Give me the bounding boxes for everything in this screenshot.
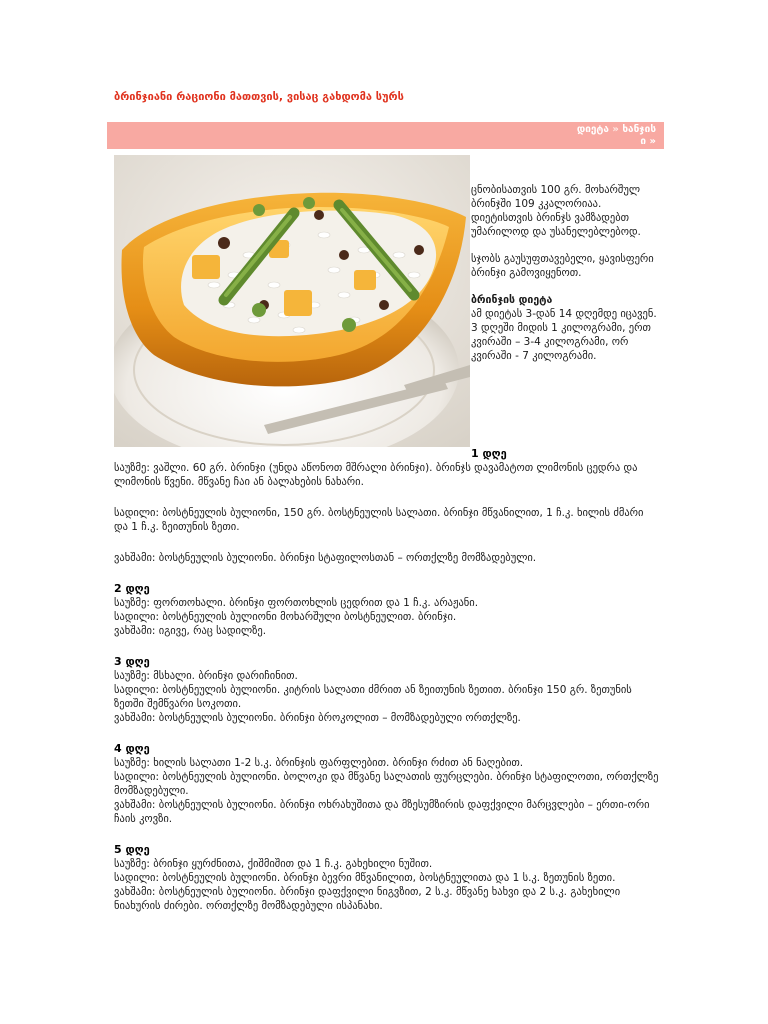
diet-days bbox=[114, 447, 659, 930]
brown-rice-note: სჯობს გაუსუფთავებელი, ყავისფერი ბრინჯი გამოვიყენოთ. bbox=[471, 253, 654, 279]
breadcrumb-bar bbox=[107, 122, 664, 149]
diet-duration-note: ამ დიეტას 3-დან 14 დღემდე იცავენ. 3 დღეში მიდის 1 კილოგრამი, ერთ კვირაში – 3-4 კილოგრამი, ორ კვირაში - 7 კილოგრამი. bbox=[471, 308, 657, 362]
lunch-text: სადილი: ბოსტნეულის ბულიონი. ბოლოკი და მწვანე სალათის ფურცლები. ბრინჯი სტაფილოთი, ორთქლზე მომზადებული. bbox=[114, 771, 659, 797]
breadcrumb bbox=[546, 124, 656, 148]
stuffed-papaya-photo bbox=[114, 155, 470, 447]
breadcrumb-link-diet[interactable]: დიეტა bbox=[576, 124, 609, 135]
page-title: ბრინჯიანი რაციონი მათთვის, ვისაც გახდომა სურს bbox=[114, 90, 404, 103]
breakfast-text: საუზმე: მსხალი. ბრინჯი დარიჩინით. bbox=[114, 670, 298, 682]
papaya-rice-image bbox=[114, 155, 470, 447]
dinner-text: ვახშამი: იგივე, რაც სადილზე. bbox=[114, 625, 267, 637]
day-title: 5 დღე bbox=[114, 843, 150, 856]
breakfast-text: საუზმე: ბრინჯი ყურძნითა, ქიშმიშით და 1 ჩ.კ. გახეხილი ნუშით. bbox=[114, 858, 433, 870]
dinner-text: ვახშამი: ბოსტნეულის ბულიონი. ბრინჯი დაფქვილი ნიგვზით, 2 ს.კ. მწვანე ხახვი და 2 ს.კ. გახეხილი ნიახურის ძირები. ორთქლზე მომზადებული ისპანახი. bbox=[114, 886, 621, 912]
intro-section bbox=[471, 183, 661, 376]
breakfast-text: საუზმე: ვაშლი. 60 გრ. ბრინჯი (უნდა აწონოთ მშრალი ბრინჯი). ბრინჯს დავამატოთ ლიმონის ცედრა და ლიმონის წვენი. მწვანე ჩაი ან ბალახების ნახარი. bbox=[114, 462, 638, 488]
day-5 bbox=[114, 843, 659, 913]
day-2 bbox=[114, 582, 659, 638]
breakfast-text: საუზმე: ხილის სალათი 1-2 ს.კ. ბრინჯის ფარფლებით. ბრინჯი რძით ან ნაღებით. bbox=[114, 757, 524, 769]
day-4 bbox=[114, 742, 659, 826]
day-1 bbox=[114, 447, 659, 565]
diet-heading: ბრინჯის დიეტა bbox=[471, 294, 553, 306]
breadcrumb-separator: » bbox=[612, 124, 619, 135]
lunch-text: სადილი: ბოსტნეულის ბულიონი. ბრინჯი ბევრი მწვანილით, ბოსტნეულითა და 1 ს.კ. ზეთუნის ზეთი. bbox=[114, 872, 616, 884]
lunch-text: სადილი: ბოსტნეულის ბულიონი, 150 გრ. ბოსტნეულის სალათი. ბრინჯი მწვანილით, 1 ჩ.კ. ხილის ძმარი და 1 ჩ.კ. ზეითუნის ზეთი. bbox=[114, 507, 644, 533]
lunch-text: სადილი: ბოსტნეულის ბულიონი. კიტრის სალათი ძმრით ან ზეითუნის ზეთით. ბრინჯი 150 გრ. ზეთუნის ზეთში შემწვარი სოკოთი. bbox=[114, 684, 632, 710]
calorie-note: ცნობისათვის 100 გრ. მოხარშულ ბრინჯში 109 კკალორიაა. დიეტისთვის ბრინჯს ვამზადებთ უმარილოდ და უსანელებლებოდ. bbox=[471, 184, 641, 238]
dinner-text: ვახშამი: ბოსტნეულის ბულიონი. ბრინჯი სტაფილოსთან – ორთქლზე მომზადებული. bbox=[114, 552, 537, 564]
dinner-text: ვახშამი: ბოსტნეულის ბულიონი. ბრინჯი ბროკოლით – მომზადებული ორთქლზე. bbox=[114, 712, 521, 724]
lunch-text: სადილი: ბოსტნეულის ბულიონი მოხარშული ბოსტნეულით. ბრინჯი. bbox=[114, 611, 457, 623]
day-title: 3 დღე bbox=[114, 655, 150, 668]
breadcrumb-link-section-cont[interactable]: ი » bbox=[640, 136, 656, 147]
day-title: 4 დღე bbox=[114, 742, 150, 755]
dinner-text: ვახშამი: ბოსტნეულის ბულიონი. ბრინჯი ოხრახუშითა და მზესუმზირის დაფქვილი მარცვლები – ერთი-ორი ჩაის კოვზი. bbox=[114, 799, 650, 825]
day-3 bbox=[114, 655, 659, 725]
breadcrumb-link-section[interactable]: ხანჯის bbox=[622, 124, 656, 135]
day-title: 2 დღე bbox=[114, 582, 150, 595]
breakfast-text: საუზმე: ფორთოხალი. ბრინჯი ფორთოხლის ცედრით და 1 ჩ.კ. არაჟანი. bbox=[114, 597, 479, 609]
day-title: 1 დღე bbox=[471, 447, 507, 460]
